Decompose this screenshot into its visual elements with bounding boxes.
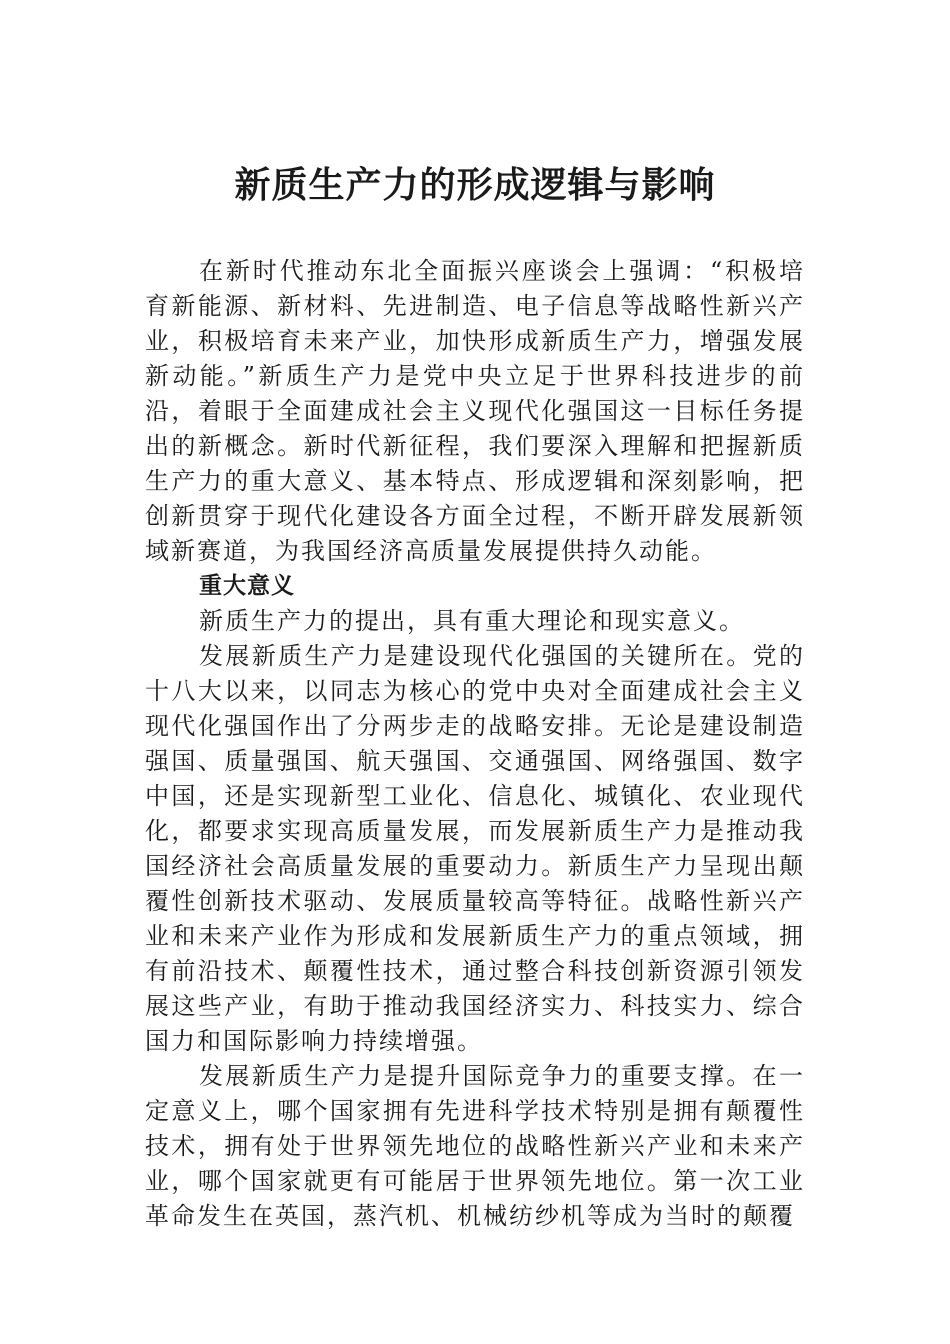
section-heading: 重大意义: [199, 573, 295, 599]
paragraph-1: 新质生产力的提出，具有重大理论和现实意义。: [199, 607, 745, 635]
document-body: [145, 254, 805, 1234]
intro-paragraph: 在新时代推动东北全面振兴座谈会上强调：“积极培育新能源、新材料、先进制造、电子信息等战略性新兴产业，积极培育未来产业，加快形成新质生产力，增强发展新动能。”新质生产力是党中央立足于世界科技进步的前沿，着眼于全面建成社会主义现代化强国这一目标任务提出的新概念。新时代新征程，我们要深入理解和把握新质生产力的重大意义、基本特点、形成逻辑和深刻影响，把创新贯穿于现代化建设各方面全过程，不断开辟发展新领域新赛道，为我国经济高质量发展提供持久动能。: [145, 257, 805, 565]
paragraph-2: 发展新质生产力是建设现代化强国的关键所在。党的十八大以来，以同志为核心的党中央对全面建成社会主义现代化强国作出了分两步走的战略安排。无论是建设制造强国、质量强国、航天强国、交通强国、网络强国、数字中国，还是实现新型工业化、信息化、城镇化、农业现代化，都要求实现高质量发展，而发展新质生产力是推动我国经济社会高质量发展的重要动力。新质生产力呈现出颠覆性创新技术驱动、发展质量较高等特征。战略性新兴产业和未来产业作为形成和发展新质生产力的重点领域，拥有前沿技术、颠覆性技术，通过整合科技创新资源引领发展这些产业，有助于推动我国经济实力、科技实力、综合国力和国际影响力持续增强。: [145, 642, 805, 1055]
paragraph-3: 发展新质生产力是提升国际竞争力的重要支撑。在一定意义上，哪个国家拥有先进科学技术特别是拥有颠覆性技术，拥有处于世界领先地位的战略性新兴产业和未来产业，哪个国家就更有可能居于世界领先地位。第一次工业革命发生在英国，蒸汽机、机械纺纱机等成为当时的颠覆: [145, 1062, 805, 1230]
document-title: 新质生产力的形成逻辑与影响: [234, 164, 716, 206]
